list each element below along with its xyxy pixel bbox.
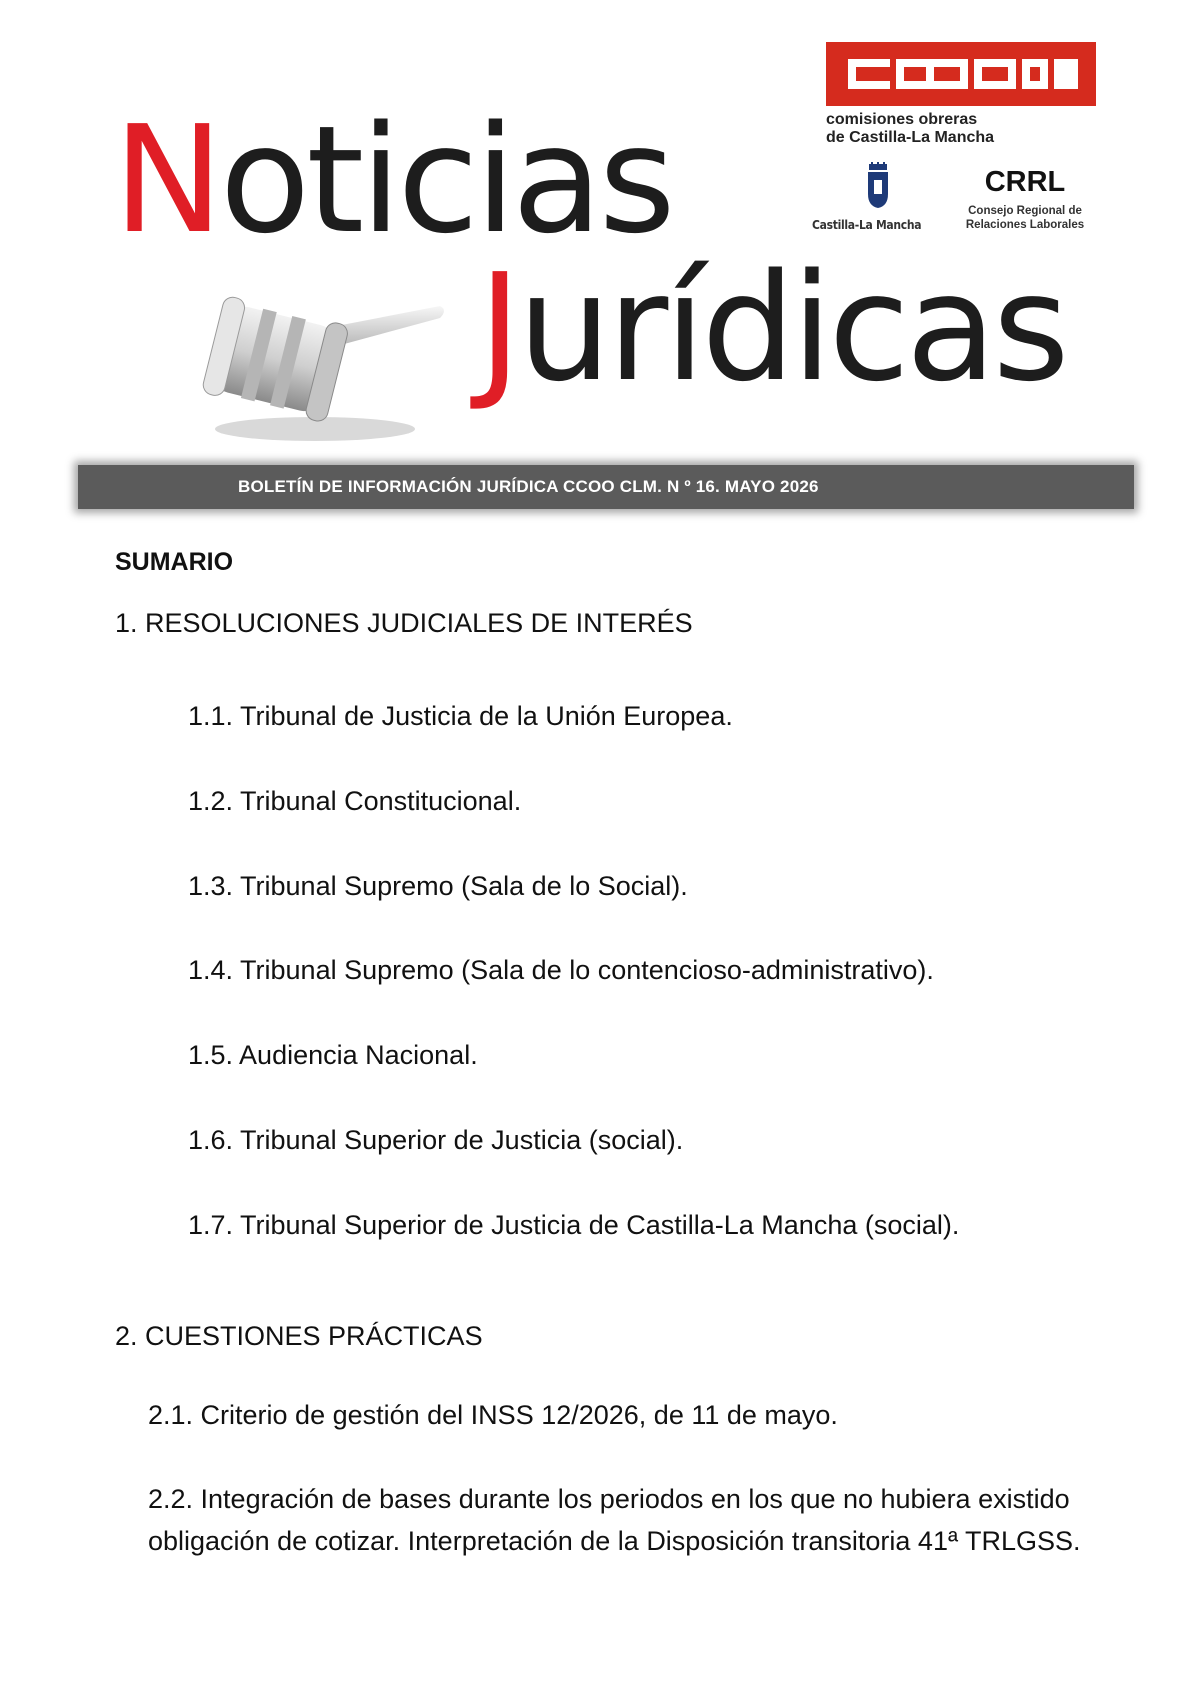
masthead-title-line-1 — [113, 94, 672, 266]
ccoo-letter-o — [974, 59, 1016, 89]
title-initial-j: J — [478, 242, 518, 414]
summary-item: 1.3. Tribunal Supremo (Sala de lo Social). — [188, 871, 688, 901]
bulletin-banner — [78, 465, 1134, 509]
ccoo-letter-o — [926, 59, 968, 89]
title-rest-1: oticias — [219, 94, 672, 266]
summary-item: 1.4. Tribunal Supremo (Sala de lo contencioso-administrativo). — [188, 955, 934, 985]
jccm-crest-icon — [865, 162, 891, 208]
masthead-title-line-2 — [478, 242, 1066, 414]
section-1-title: 1. RESOLUCIONES JUDICIALES DE INTERÉS — [115, 608, 693, 638]
crrl-title: CRRL — [984, 166, 1066, 198]
summary-item: 1.7. Tribunal Superior de Justicia de Castilla-La Mancha (social). — [188, 1210, 960, 1240]
ccoo-logo-mark — [1054, 59, 1078, 89]
ccoo-logo — [826, 42, 1096, 106]
jccm-label: Castilla-La Mancha — [812, 218, 922, 232]
summary-item: 1.1. Tribunal de Justicia de la Unión Europea. — [188, 701, 733, 731]
ccoo-name-line-1: comisiones obreras — [826, 111, 978, 128]
castle-icon — [1022, 59, 1048, 89]
bulletin-banner-text: BOLETÍN DE INFORMACIÓN JURÍDICA CCOO CLM. N º 16. MAYO 2026 — [238, 477, 819, 496]
ccoo-letter-c — [848, 59, 890, 89]
summary-heading: SUMARIO — [115, 548, 234, 576]
summary-item: 1.5. Audiencia Nacional. — [188, 1040, 478, 1070]
crrl-subtitle-line-2: Relaciones Laborales — [965, 219, 1085, 231]
summary-item: 2.2. Integración de bases durante los periodos en los que no hubiera existido obligación de cotizar. Interpretación de la Disposición transitoria 41ª TRLGSS. — [148, 1484, 1081, 1556]
crrl-subtitle-line-1: Consejo Regional de — [968, 205, 1082, 217]
summary-item: 2.1. Criterio de gestión del INSS 12/2026, de 11 de mayo. — [148, 1400, 838, 1430]
summary-item: 1.6. Tribunal Superior de Justicia (social). — [188, 1125, 684, 1155]
gavel-icon — [200, 284, 450, 444]
summary-item: 1.2. Tribunal Constitucional. — [188, 786, 522, 816]
title-rest-2: urídicas — [517, 242, 1066, 414]
ccoo-name-line-2: de Castilla-La Mancha — [826, 129, 995, 146]
title-initial-n: N — [113, 94, 220, 266]
section-2-title: 2. CUESTIONES PRÁCTICAS — [115, 1321, 483, 1351]
